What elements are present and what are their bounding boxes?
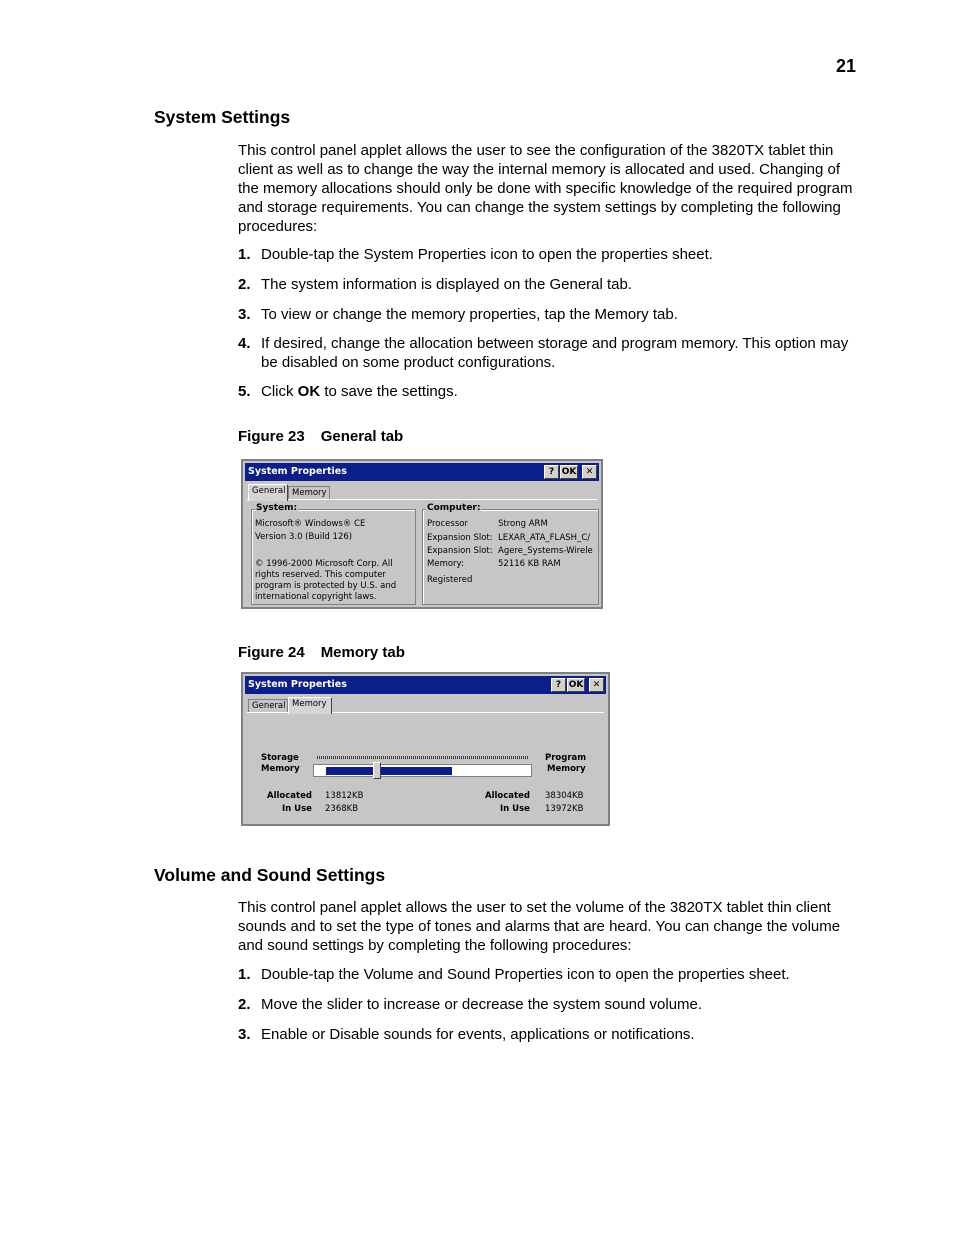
info-key: Expansion Slot: <box>427 533 493 543</box>
program-in-use-value: 13972KB <box>545 804 584 814</box>
step-text: Move the slider to increase or decrease the system sound volume. <box>261 996 703 1013</box>
step-number: 2. <box>238 996 251 1013</box>
program-memory-label-line1: Program <box>545 753 587 763</box>
info-value: 52116 KB RAM <box>498 559 561 569</box>
storage-allocated-label: Allocated <box>267 791 312 801</box>
info-value: Agere_Systems-Wirele <box>498 546 593 556</box>
program-in-use-label: In Use <box>500 804 530 814</box>
ok-button[interactable]: OK <box>568 680 584 690</box>
copyright-line: international copyright laws. <box>255 592 377 602</box>
help-button[interactable]: ? <box>544 465 559 479</box>
section-heading-system-settings: System Settings <box>154 107 291 127</box>
step-number: 1. <box>238 966 251 983</box>
info-key: Registered <box>427 575 473 585</box>
memory-slider-thumb[interactable] <box>373 762 381 779</box>
slider-ticks <box>317 756 529 759</box>
step-text-after: to save the settings. <box>320 383 458 400</box>
page-number: 21 <box>835 56 856 76</box>
tab-memory[interactable]: Memory <box>288 486 330 500</box>
storage-in-use-value: 2368KB <box>325 804 359 814</box>
tab-general[interactable]: General <box>248 699 288 713</box>
tab-panel <box>247 712 604 820</box>
close-button[interactable]: ✕ <box>589 678 604 692</box>
program-allocated-value: 38304KB <box>545 791 584 801</box>
info-value: Strong ARM <box>498 519 548 529</box>
figure-title: Memory tab <box>320 644 405 661</box>
step-text: If desired, change the allocation between storage and program memory. This option may be disabled on some product configurations. <box>261 335 849 371</box>
storage-in-use-label: In Use <box>282 804 312 814</box>
info-key: Expansion Slot: <box>427 546 493 556</box>
dialog-title: System Properties <box>248 466 347 477</box>
storage-allocated-value: 13812KB <box>325 791 364 801</box>
storage-memory-label-line1: Storage <box>261 753 299 763</box>
info-key: Memory: <box>427 559 464 569</box>
memory-allocation-bar <box>313 764 532 777</box>
step-number: 4. <box>238 335 251 352</box>
copyright-line: program is protected by U.S. and <box>255 581 397 591</box>
computer-group-label: Computer: <box>427 503 481 513</box>
storage-memory-label-line2: Memory <box>261 764 300 774</box>
figure-title: General tab <box>320 428 404 445</box>
os-version: Version 3.0 (Build 126) <box>255 532 353 542</box>
os-name: Microsoft® Windows® CE <box>255 519 366 529</box>
step-text-bold: OK <box>297 383 321 400</box>
info-key: Processor <box>427 519 468 529</box>
step-number: 2. <box>238 276 251 293</box>
step-text <box>261 382 858 401</box>
step-text: To view or change the memory properties, tap the Memory tab. <box>261 306 678 323</box>
dialog-title: System Properties <box>248 679 347 690</box>
program-memory-label-line2: Memory <box>547 764 586 774</box>
computer-group <box>422 503 599 605</box>
figure-label: Figure 23 <box>238 428 305 445</box>
dialog-titlebar <box>245 463 599 481</box>
system-group-label: System: <box>256 503 298 513</box>
system-properties-dialog-memory <box>241 672 610 826</box>
section-heading-volume-sound: Volume and Sound Settings <box>154 865 386 885</box>
dialog-titlebar <box>245 676 606 694</box>
system-group <box>251 503 416 605</box>
step-text-before: Click <box>261 383 298 400</box>
step-text: Double-tap the Volume and Sound Properties icon to open the properties sheet. <box>261 966 790 983</box>
program-allocated-label: Allocated <box>485 791 530 801</box>
step-text: The system information is displayed on the General tab. <box>261 276 633 293</box>
info-value: LEXAR_ATA_FLASH_C/ <box>498 533 591 543</box>
copyright-line: © 1996-2000 Microsoft Corp. All <box>255 559 393 569</box>
section-intro-volume-sound: This control panel applet allows the user to set the volume of the 3820TX tablet thin client sounds and to set the type of tones and alarms that are heard. You can change the volume and sound settings by completing the following procedures: <box>238 899 841 954</box>
step-number: 3. <box>238 306 251 323</box>
help-button[interactable]: ? <box>551 678 566 692</box>
tab-memory[interactable]: Memory <box>288 697 332 714</box>
step-number: 5. <box>238 383 251 400</box>
step-text: Double-tap the System Properties icon to open the properties sheet. <box>261 246 713 263</box>
tab-panel <box>247 499 597 603</box>
program-memory-in-use-fill <box>326 767 452 775</box>
copyright-line: rights reserved. This computer <box>255 570 386 580</box>
step-number: 1. <box>238 246 251 263</box>
system-properties-dialog-general <box>241 459 603 609</box>
step-text: Enable or Disable sounds for events, applications or notifications. <box>261 1026 695 1043</box>
section-intro-system-settings: This control panel applet allows the user to see the configuration of the 3820TX tablet thin client as well as to change the way the internal memory is allocated and used. Changing of the memory allocations should only be done with specific knowledge of the required program and storage requirements. You can change the system settings by completing the following procedures: <box>238 142 853 235</box>
close-button[interactable]: ✕ <box>582 465 597 479</box>
step-number: 3. <box>238 1026 251 1043</box>
tab-general[interactable]: General <box>248 484 288 501</box>
figure-label: Figure 24 <box>238 644 305 661</box>
figure-24-caption <box>238 644 405 661</box>
ok-button[interactable]: OK <box>561 467 577 477</box>
figure-23-caption <box>238 428 403 445</box>
